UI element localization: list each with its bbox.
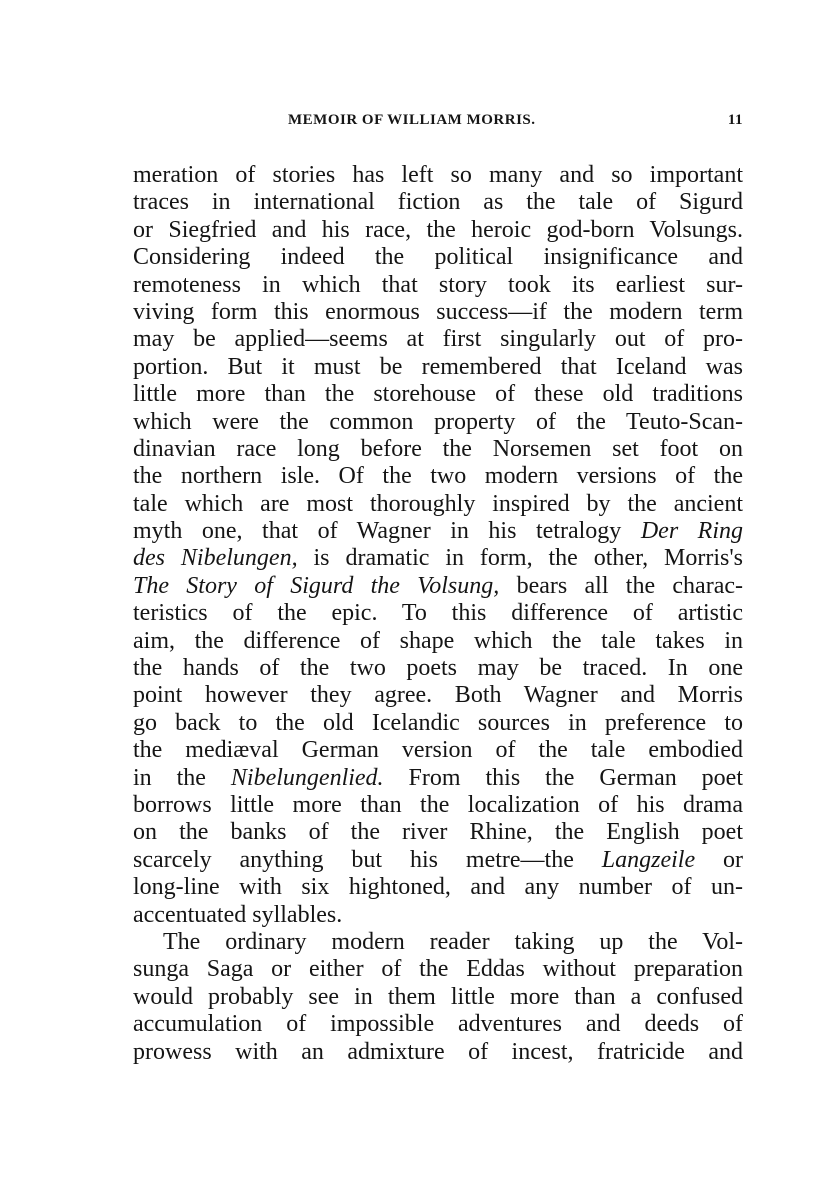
text-segment: bears all the charac- [516,572,743,599]
running-head [133,112,743,134]
text-line: which were the common property of the Teuto-Scan- [133,408,743,435]
italic-title: des Nibelungen, [133,545,298,572]
text-line: the hands of the two poets may be traced. In one [133,655,743,682]
text-segment: in the [133,764,206,791]
text-segment: From this the German poet [408,764,744,791]
text-line: tale which are most thoroughly inspired by the ancient [133,490,743,517]
text-line: The ordinary modern reader taking up the Vol- [163,928,743,955]
text-line: point however they agree. Both Wagner and Morris [133,682,743,709]
text-line [133,573,743,600]
text-line: would probably see in them little more than a confused [133,983,743,1010]
text-segment: or [723,846,743,873]
text-line: accentuated syllables. [133,901,343,928]
text-line: the mediæval German version of the tale embodied [133,737,743,764]
text-line: aim, the difference of shape which the tale takes in [133,627,743,654]
text-line [133,765,743,792]
text-line: meration of stories has left so many and so important [133,162,743,188]
body-text [133,162,743,1066]
text-line: sunga Saga or either of the Eddas without preparation [133,956,743,983]
page-number: 11 [727,112,743,128]
text-line: long-line with six hightoned, and any number of un- [133,874,743,901]
text-line: teristics of the epic. To this difference of artistic [133,600,743,627]
italic-title: The Story of Sigurd the Volsung, [133,572,500,599]
italic-term: Langzeile [601,846,696,873]
text-segment: is dramatic in form, the other, Morris's [313,545,744,572]
text-line: prowess with an admixture of incest, fratricide and [133,1038,743,1065]
text-line: remoteness in which that story took its earliest sur- [133,271,743,298]
running-head-title: MEMOIR OF WILLIAM MORRIS. [288,112,536,128]
text-segment: myth one, that of Wagner in his tetralogy [133,518,622,545]
text-line: viving form this enormous success—if the modern term [133,298,743,325]
text-line: on the banks of the river Rhine, the English poet [133,819,743,846]
text-line: go back to the old Icelandic sources in preference to [133,709,743,736]
text-segment: scarcely anything but his metre—the [133,846,574,873]
text-line: little more than the storehouse of these old traditions [133,381,743,408]
text-line: or Siegfried and his race, the heroic god-born Volsungs. [133,216,743,243]
text-line: the northern isle. Of the two modern versions of the [133,463,743,490]
text-line: Considering indeed the political insignificance and [133,244,743,271]
text-line: portion. But it must be remembered that Iceland was [133,353,743,380]
text-line: may be applied—seems at first singularly out of pro- [133,326,743,353]
text-line [133,518,743,545]
text-line [133,847,743,874]
text-line: accumulation of impossible adventures and deeds of [133,1011,743,1038]
italic-title: Der Ring [640,518,744,545]
text-line: dinavian race long before the Norsemen set foot on [133,435,743,462]
text-line: traces in international fiction as the tale of Sigurd [133,189,743,216]
italic-title: Nibelungenlied. [230,764,384,791]
text-line: borrows little more than the localization of his drama [133,791,743,818]
text-line [133,545,743,572]
